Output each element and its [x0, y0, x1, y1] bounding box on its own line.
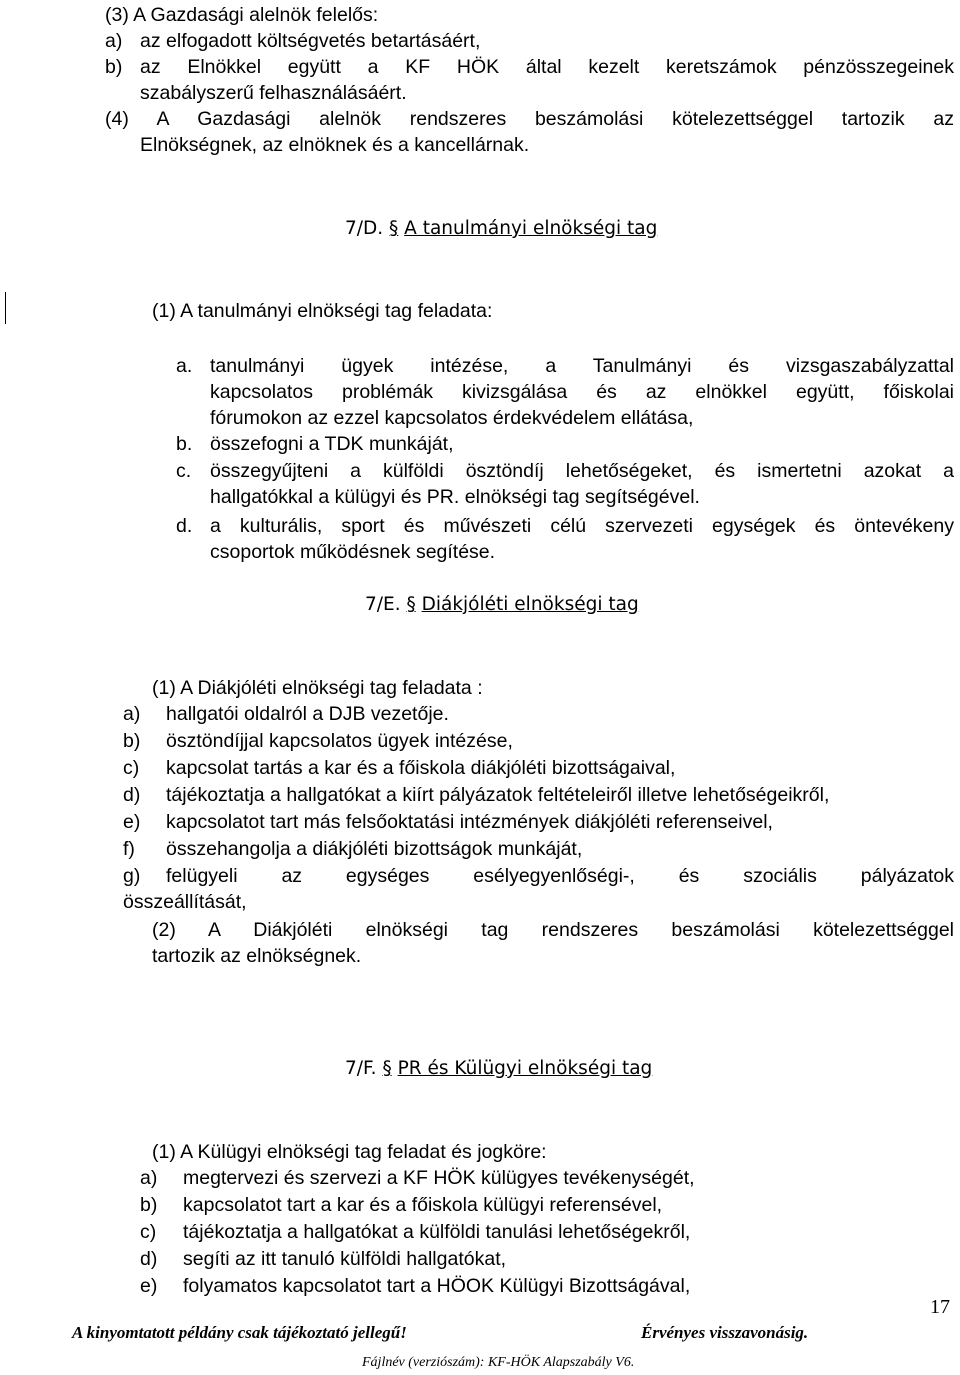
heading-7e	[365, 596, 639, 615]
list-label: c.	[176, 460, 192, 482]
list-item: az Elnökkel együtt a KF HÖK által kezelt keretszámok pénzösszegeinek	[140, 56, 954, 78]
heading-title: Diákjóléti elnökségi tag	[421, 594, 639, 615]
heading-7d	[345, 220, 657, 239]
list-label: e)	[140, 1275, 158, 1297]
list-item: kapcsolatot tart a kar és a főiskola külügyi referensével,	[183, 1194, 663, 1216]
section-symbol: §	[406, 594, 416, 615]
list-item: az elfogadott költségvetés betartásáért,	[140, 30, 481, 52]
section-4-line2: Elnökségnek, az elnöknek és a kancellárnak.	[140, 134, 530, 156]
list-item: felügyeli az egységes esélyegyenlőségi-, és szociális pályázatok	[166, 865, 954, 887]
list-label: g)	[123, 865, 141, 887]
list-item: tájékoztatja a hallgatókat a külföldi tanulási lehetőségekről,	[183, 1221, 691, 1243]
list-label: d)	[123, 784, 141, 806]
list-label: b)	[123, 730, 141, 752]
heading-number: 7/E.	[365, 594, 401, 615]
list-item: tájékoztatja a hallgatókat a kiírt pályázatok feltételeiről illetve lehetőségeikről,	[166, 784, 830, 806]
heading-title: PR és Külügyi elnökségi tag	[397, 1058, 653, 1079]
list-item: tanulmányi ügyek intézése, a Tanulmányi és vizsgaszabályzattal	[210, 355, 954, 377]
list-item-continued: hallgatókkal a külügyi és PR. elnökségi tag segítségével.	[210, 486, 700, 508]
section-symbol: §	[382, 1058, 392, 1079]
list-label: f)	[123, 838, 135, 860]
list-label: d)	[140, 1248, 158, 1270]
list-label: a)	[140, 1167, 158, 1189]
list-label: c)	[123, 757, 140, 779]
list-label: b.	[176, 433, 193, 455]
kulugyi-intro: (1) A Külügyi elnökségi tag feladat és jogköre:	[152, 1141, 547, 1163]
list-item-continued: összeállítását,	[123, 891, 247, 913]
list-item: ösztöndíjjal kapcsolatos ügyek intézése,	[166, 730, 513, 752]
list-item: összefogni a TDK munkáját,	[210, 433, 454, 455]
list-label: e)	[123, 811, 141, 833]
heading-number: 7/D.	[345, 218, 384, 239]
list-label: a)	[105, 30, 123, 52]
list-label: a.	[176, 355, 193, 377]
list-item-continued: fórumokon az ezzel kapcsolatos érdekvédelem ellátása,	[210, 407, 694, 429]
list-item: folyamatos kapcsolatot tart a HÖOK Külügyi Bizottságával,	[183, 1275, 691, 1297]
diakjoleti-p2-line1: (2) A Diákjóléti elnökségi tag rendszeres beszámolási kötelezettséggel	[152, 919, 954, 941]
heading-title: A tanulmányi elnökségi tag	[404, 218, 658, 239]
list-label: b)	[140, 1194, 158, 1216]
list-item-continued: szabályszerű felhasználásáért.	[140, 82, 407, 104]
list-label: d.	[176, 515, 193, 537]
list-item: megtervezi és szervezi a KF HÖK külügyes tevékenységét,	[183, 1167, 695, 1189]
section-4-line1: (4) A Gazdasági alelnök rendszeres beszámolási kötelezettséggel tartozik az	[105, 108, 954, 130]
diakjoleti-p2-line2: tartozik az elnökségnek.	[152, 945, 362, 967]
list-item: hallgatói oldalról a DJB vezetője.	[166, 703, 449, 725]
footer-filename: Fájlnév (verziószám): KF-HÖK Alapszabály V6.	[362, 1355, 635, 1370]
tanulmanyi-intro: (1) A tanulmányi elnökségi tag feladata:	[152, 300, 493, 322]
list-item-continued: csoportok működésnek segítése.	[210, 541, 496, 563]
list-label: a)	[123, 703, 141, 725]
list-item: összegyűjteni a külföldi ösztöndíj lehetőségeket, és ismertetni azokat a	[210, 460, 954, 482]
list-item-continued: kapcsolatos problémák kivizsgálása és az elnökkel együtt, főiskolai	[210, 381, 954, 403]
diakjoleti-intro: (1) A Diákjóléti elnökségi tag feladata :	[152, 677, 483, 699]
list-item: összehangolja a diákjóléti bizottságok munkáját,	[166, 838, 583, 860]
heading-7f	[345, 1060, 652, 1079]
list-item: segíti az itt tanuló külföldi hallgatókat,	[183, 1248, 507, 1270]
footer-disclaimer: A kinyomtatott példány csak tájékoztató jellegű!	[72, 1323, 407, 1342]
footer-validity: Érvényes visszavonásig.	[641, 1323, 809, 1342]
page-number: 17	[930, 1296, 950, 1318]
list-label: c)	[140, 1221, 157, 1243]
list-label: b)	[105, 56, 123, 78]
list-item: kapcsolat tartás a kar és a főiskola diákjóléti bizottságaival,	[166, 757, 676, 779]
list-item: a kulturális, sport és művészeti célú szervezeti egységek és öntevékeny	[210, 515, 954, 537]
heading-number: 7/F.	[345, 1058, 377, 1079]
section-3-title: (3) A Gazdasági alelnök felelős:	[105, 4, 379, 26]
section-symbol: §	[389, 218, 399, 239]
list-item: kapcsolatot tart más felsőoktatási intézmények diákjóléti referenseivel,	[166, 811, 773, 833]
revision-bar	[5, 292, 6, 324]
